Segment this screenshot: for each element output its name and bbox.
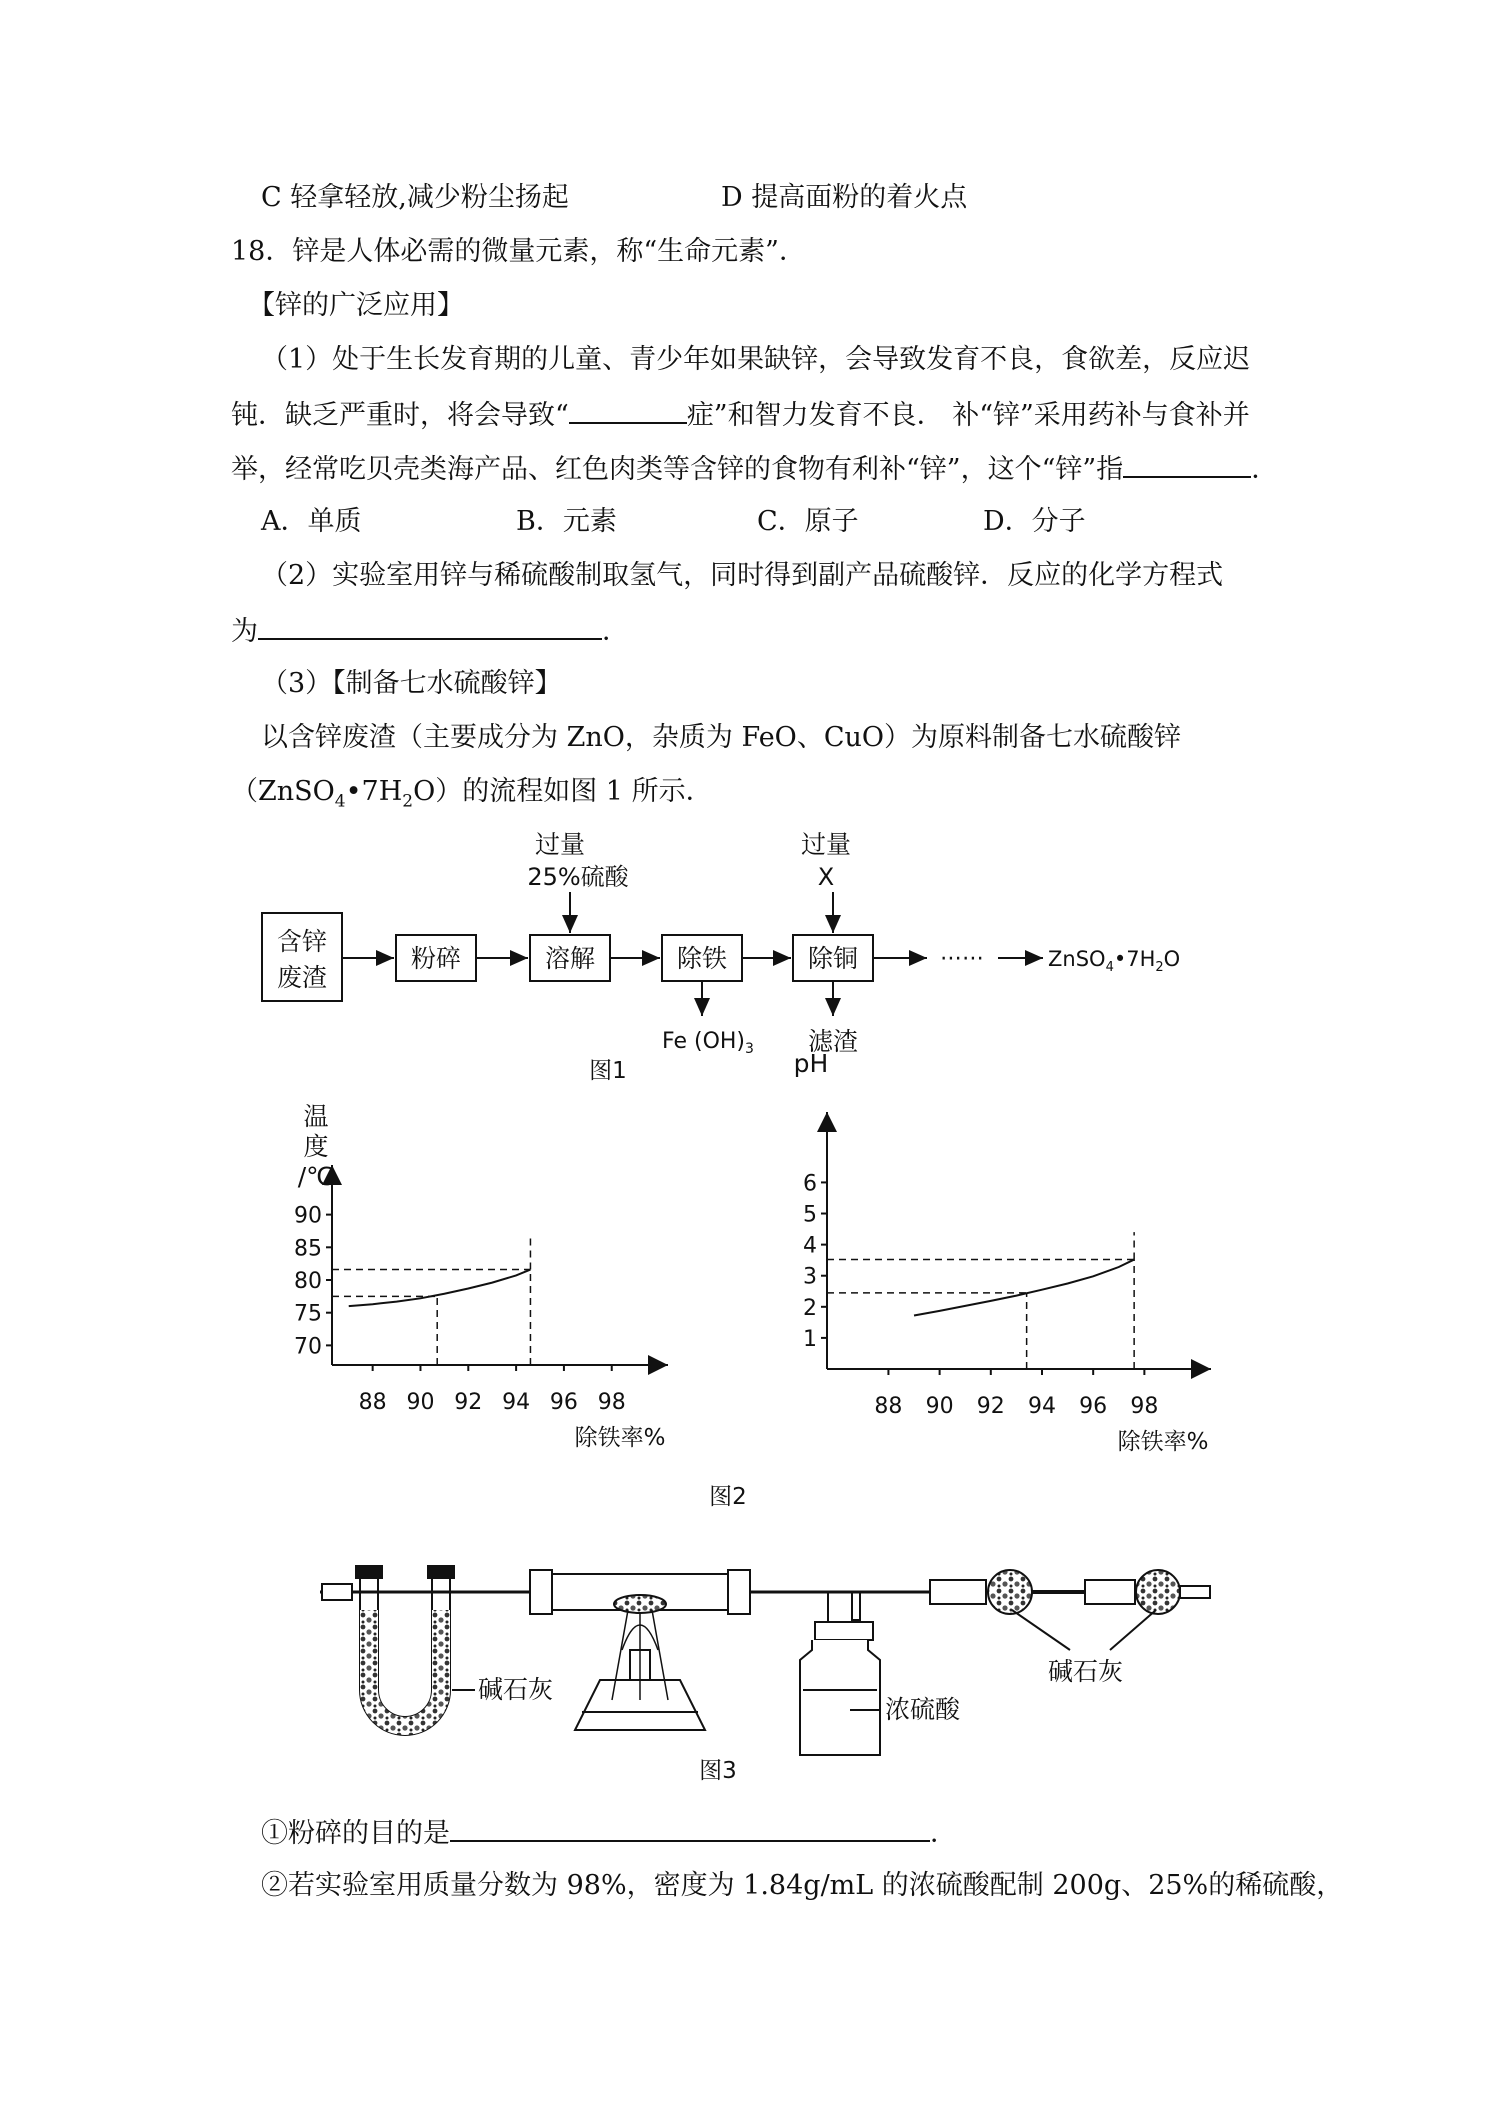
- text-segment: 举，经常吃贝壳类海产品、红色肉类等含锌的食物有利补“锌”，这个“锌”指: [231, 454, 1124, 485]
- reagent-2-line-1: 过量: [800, 830, 852, 859]
- text-segment: （ZnSO: [231, 776, 335, 807]
- choice-b[interactable]: B．元素: [516, 506, 617, 537]
- x-tick-label: 90: [925, 1394, 954, 1419]
- product-sub: 2: [1155, 960, 1164, 975]
- data-curve: [349, 1270, 531, 1307]
- chart-ph-vs-iron-removal: [794, 1049, 1211, 1455]
- y-tick-label: 3: [803, 1264, 817, 1290]
- figure-2-caption: 图2: [709, 1484, 747, 1510]
- byproduct-iron-hydroxide: [662, 1029, 754, 1057]
- product-part: ZnSO: [1048, 947, 1106, 971]
- answer-blank-crush-purpose[interactable]: [450, 1812, 930, 1842]
- x-axis-label: 除铁率%: [574, 1425, 666, 1451]
- y-tick-label: 90: [294, 1203, 322, 1229]
- text-segment: 为: [231, 616, 258, 647]
- text-segment: 钝．缺乏严重时，将会导致“: [231, 400, 569, 431]
- flow-box2-text: 粉碎: [410, 944, 462, 973]
- question-crush-purpose: [261, 1812, 957, 1854]
- y-tick-label: 85: [294, 1236, 322, 1262]
- text-segment: ．: [930, 1818, 957, 1849]
- flow-box4-text: 除铁: [676, 944, 728, 973]
- product-part: •7H: [1113, 947, 1156, 971]
- x-tick-label: 92: [976, 1394, 1005, 1419]
- paragraph-3-line-2: [231, 772, 713, 821]
- figure-3-apparatus: [0, 1540, 1488, 1790]
- subscript: 4: [334, 791, 346, 812]
- question-dilution: ②若实验室用质量分数为 98%，密度为 1.84g/mL 的浓硫酸配制 200g、25%的稀硫酸，: [261, 1870, 1344, 1901]
- x-tick-label: 94: [502, 1390, 531, 1415]
- choice-c[interactable]: C．原子: [757, 506, 859, 537]
- chart-temperature-vs-iron-removal: [294, 1102, 668, 1451]
- flow-box1-text-1: 含锌: [276, 927, 328, 956]
- label-conc-sulfuric-acid: 浓硫酸: [885, 1695, 961, 1724]
- answer-blank-equation[interactable]: [258, 610, 602, 640]
- x-tick-label: 96: [549, 1390, 578, 1415]
- flow-box3-text: 溶解: [544, 944, 596, 973]
- text-segment: ．: [602, 616, 629, 647]
- paragraph-3-line-1: 以含锌废渣（主要成分为 ZnO，杂质为 FeO、CuO）为原料制备七水硫酸锌: [261, 722, 1182, 753]
- product-part: O: [1163, 947, 1181, 971]
- y-tick-label: 4: [803, 1233, 817, 1259]
- label-soda-lime-2: 碱石灰: [1048, 1657, 1124, 1686]
- y-axis-label: pH: [793, 1049, 829, 1078]
- y-axis-label: 度: [303, 1132, 329, 1161]
- x-tick-label: 94: [1027, 1394, 1056, 1419]
- y-tick-label: 6: [803, 1171, 817, 1197]
- paragraph-2-line-2: [231, 610, 629, 652]
- x-tick-label: 98: [597, 1390, 626, 1415]
- choice-d[interactable]: D．分子: [983, 506, 1086, 537]
- text-segment: •7H: [345, 776, 403, 807]
- reagent-1-line-1: 过量: [534, 830, 586, 859]
- option-c-prev: C 轻拿轻放,减少粉尘扬起: [261, 182, 569, 213]
- answer-blank-disease[interactable]: [569, 394, 687, 424]
- section-heading-preparation: （3）【制备七水硫酸锌】: [261, 668, 562, 699]
- product-sub: 4: [1105, 960, 1114, 975]
- option-d-prev: D 提高面粉的着火点: [721, 182, 968, 213]
- label-soda-lime-1: 碱石灰: [478, 1675, 554, 1704]
- figure-3-caption: 图3: [699, 1758, 737, 1784]
- flow-box1-text-2: 废渣: [276, 963, 328, 992]
- text-segment: O）的流程如图 1 所示．: [413, 776, 713, 807]
- paragraph-1-line-2: [231, 394, 1250, 436]
- y-tick-label: 75: [294, 1301, 322, 1327]
- y-tick-label: 2: [803, 1295, 817, 1321]
- figure-1-flowchart: [0, 820, 1488, 1100]
- reagent-1-line-2: 25%硫酸: [527, 863, 629, 891]
- reagent-2-line-2: X: [817, 863, 835, 891]
- figure-1-caption: 图1: [589, 1058, 627, 1084]
- y-tick-label: 1: [803, 1326, 817, 1352]
- paragraph-2-line-1: （2）实验室用锌与稀硫酸制取氢气，同时得到副产品硫酸锌．反应的化学方程式: [261, 560, 1224, 591]
- subscript: 2: [402, 791, 414, 812]
- byproduct-residue: 滤渣: [807, 1027, 859, 1056]
- flow-product: [1048, 947, 1180, 975]
- data-curve: [914, 1260, 1134, 1316]
- text-segment: ①粉碎的目的是: [261, 1818, 450, 1849]
- flow-box5-text: 除铜: [807, 944, 859, 973]
- question-18-title: 18．锌是人体必需的微量元素，称“生命元素”．: [231, 236, 806, 267]
- choice-a[interactable]: A．单质: [261, 506, 362, 537]
- text-segment: ．: [1251, 454, 1279, 485]
- text-segment: 症”和智力发育不良． 补“锌”采用药补与食补并: [686, 400, 1250, 431]
- y-tick-label: 80: [294, 1269, 322, 1294]
- x-tick-label: 90: [406, 1390, 435, 1415]
- x-tick-label: 98: [1130, 1394, 1159, 1419]
- section-heading-application: 【锌的广泛应用】: [248, 290, 464, 321]
- paragraph-1-line-3: [231, 448, 1278, 490]
- paragraph-1-line-1: （1）处于生长发育期的儿童、青少年如果缺锌，会导致发育不良，食欲差，反应迟: [261, 344, 1251, 375]
- flow-ellipsis: ⋯⋯: [940, 946, 984, 971]
- answer-blank-zinc-refers[interactable]: [1123, 448, 1251, 478]
- x-tick-label: 92: [454, 1390, 483, 1415]
- y-axis-label: 温: [303, 1102, 329, 1131]
- x-tick-label: 96: [1079, 1394, 1108, 1419]
- x-tick-label: 88: [358, 1390, 387, 1415]
- x-axis-label: 除铁率%: [1117, 1429, 1209, 1455]
- y-tick-label: 70: [294, 1334, 322, 1360]
- byproduct-part: Fe (OH): [662, 1029, 746, 1054]
- y-axis-label: /℃: [297, 1162, 335, 1191]
- x-tick-label: 88: [874, 1394, 903, 1419]
- y-tick-label: 5: [803, 1202, 817, 1228]
- byproduct-sub: 3: [745, 1041, 754, 1057]
